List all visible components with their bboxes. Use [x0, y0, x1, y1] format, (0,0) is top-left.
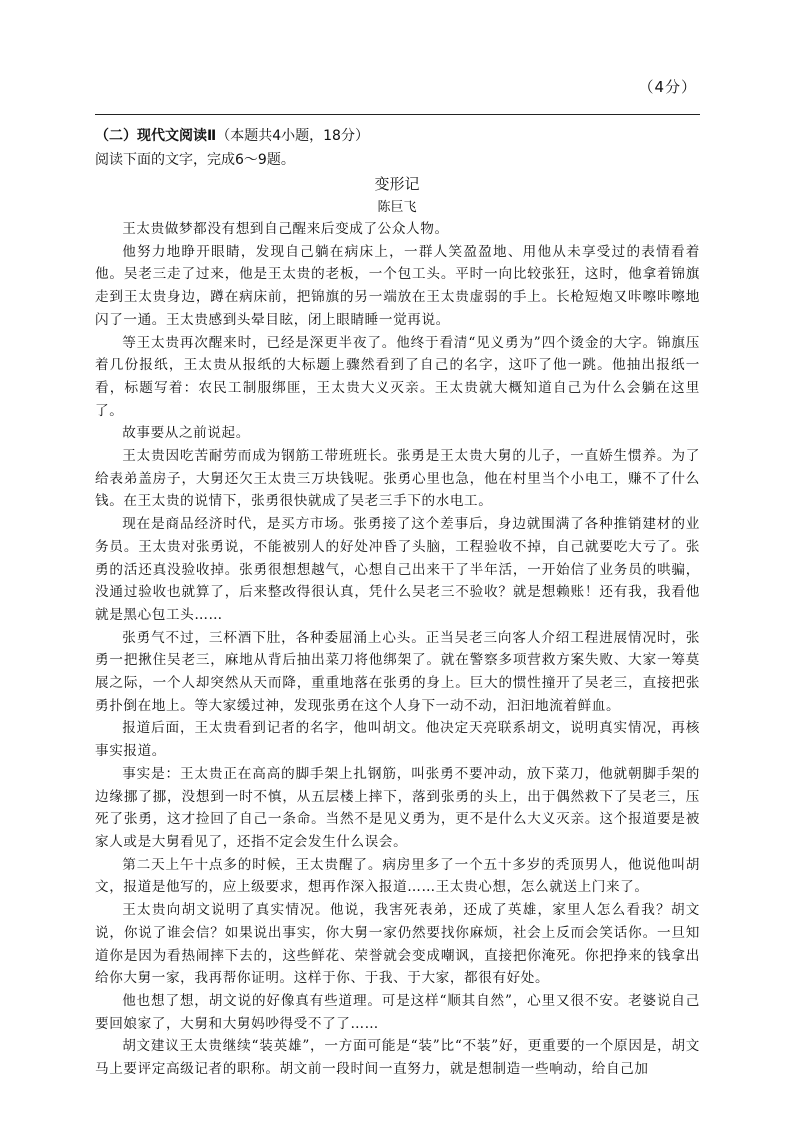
paragraph: 等王太贵再次醒来时，已经是深更半夜了。他终于看清“见义勇为”四个烫金的大字。锦旗压着几份报纸，王太贵从报纸的大标题上骤然看到了自己的名字，这吓了他一跳。他抽出报纸一看，标题写着：农民工制服绑匪，王太贵大义灭亲。王太贵就大概知道自己为什么会躺在这里了。 — [95, 334, 700, 419]
section-heading — [95, 125, 369, 145]
story-author: 陈巨飞 — [377, 200, 417, 215]
story-body — [95, 218, 700, 1081]
section-info: （本题共4小题，18分） — [216, 128, 369, 144]
paragraph: 他努力地睁开眼睛，发现自己躺在病床上，一群人笑盈盈地、用他从未享受过的表情看着他。吴老三走了过来，他是王太贵的老板，一个包工头。平时一向比较张狂，这时，他拿着锦旗走到王太贵身边，蹲在病床前，把锦旗的另一端放在王太贵虚弱的手上。长枪短炮又咔嚓咔嚓地闪了一通。王太贵感到头晕目眩，闭上眼睛睡一觉再说。 — [95, 243, 700, 328]
paragraph: 第二天上午十点多的时候，王太贵醒了。病房里多了一个五十多岁的秃顶男人，他说他叫胡文，报道是他写的，应上级要求，想再作深入报道……王太贵心想，怎么就送上门来了。 — [95, 856, 700, 896]
paragraph: 王太贵做梦都没有想到自己醒来后变成了公众人物。 — [122, 221, 449, 237]
paragraph: 张勇气不过，三杯酒下肚，各种委屈涌上心头。正当吴老三向客人介绍工程进展情况时，张勇一把揪住吴老三，麻地从背后抽出菜刀将他绑架了。就在警察多项营救方案失败、大家一筹莫展之际，一个人却突然从天而降，重重地落在张勇的身上。巨大的惯性撞开了吴老三，直接把张勇扑倒在地上。等大家缓过神，发现张勇在这个人身下一动不动，汩汩地流着鲜血。 — [95, 629, 700, 714]
paragraph: 他也想了想，胡文说的好像真有些道理。可是这样“顺其自然”，心里又很不安。老婆说自己要回娘家了，大舅和大舅妈吵得受不了了…… — [95, 992, 700, 1032]
reading-instruction: 阅读下面的文字，完成6～9题。 — [95, 152, 295, 168]
divider-line — [95, 114, 700, 115]
paragraph: 故事要从之前说起。 — [122, 425, 250, 442]
paragraph: 胡文建议王太贵继续“装英雄”，一方面可能是“装”比“不装”好，更重要的一个原因是，胡文马上要评定高级记者的职称。胡文前一段时间一直努力，就是想制造一些响动，给自己加 — [95, 1038, 700, 1078]
paragraph: 事实是：王太贵正在高高的脚手架上扎钢筋，叫张勇不要冲动，放下菜刀，他就朝脚手架的边缘挪了挪，没想到一时不慎，从五层楼上摔下，落到张勇的头上，出于偶然救下了吴老三，压死了张勇，这才捡回了自己一条命。当然不是见义勇为，更不是什么大义灭亲。这个报道要是被家人或是大舅看见了，还指不定会发生什么误会。 — [95, 765, 700, 850]
question-score: （4分） — [638, 78, 697, 96]
section-title: （二）现代文阅读Ⅱ — [95, 128, 217, 144]
paragraph: 王太贵因吃苦耐劳而成为钢筋工带班班长。张勇是王太贵大舅的儿子，一直娇生惯养。为了给表弟盖房子，大舅还欠王太贵三万块钱呢。张勇心里也急，他在村里当个小电工，赚不了什么钱。在王太贵的说情下，张勇很快就成了吴老三手下的水电工。 — [95, 448, 700, 510]
paragraph: 现在是商品经济时代，是买方市场。张勇接了这个差事后，身边就围满了各种推销建材的业务员。王太贵对张勇说，不能被别人的好处冲昏了头脑，工程验收不掉，自己就要吃大亏了。张勇的活还真没验收掉。张勇很想想越气，心想自己出来干了半年活，一开始信了业务员的哄骗，没通过验收也就算了，后来整改得很认真，凭什么吴老三不验收？就是想赖账！还有我，我看他就是黑心包工头…… — [95, 516, 700, 623]
paragraph: 报道后面，王太贵看到记者的名字，他叫胡文。他决定天亮联系胡文，说明真实情况，再核事实报道。 — [95, 720, 700, 760]
paragraph: 王太贵向胡文说明了真实情况。他说，我害死表弟，还成了英雄，家里人怎么看我？胡文说，你说了谁会信？如果说出事实，你大舅一家仍然要找你麻烦，社会上反而会笑话你。一旦知道你是因为看热闹摔下去的，这些鲜花、荣誉就会变成嘲讽，直接把你淹死。你把挣来的钱拿出给你大舅一家，我再帮你证明。这样于你、于我、于大家，都很有好处。 — [95, 902, 700, 987]
story-title: 变形记 — [374, 175, 420, 193]
